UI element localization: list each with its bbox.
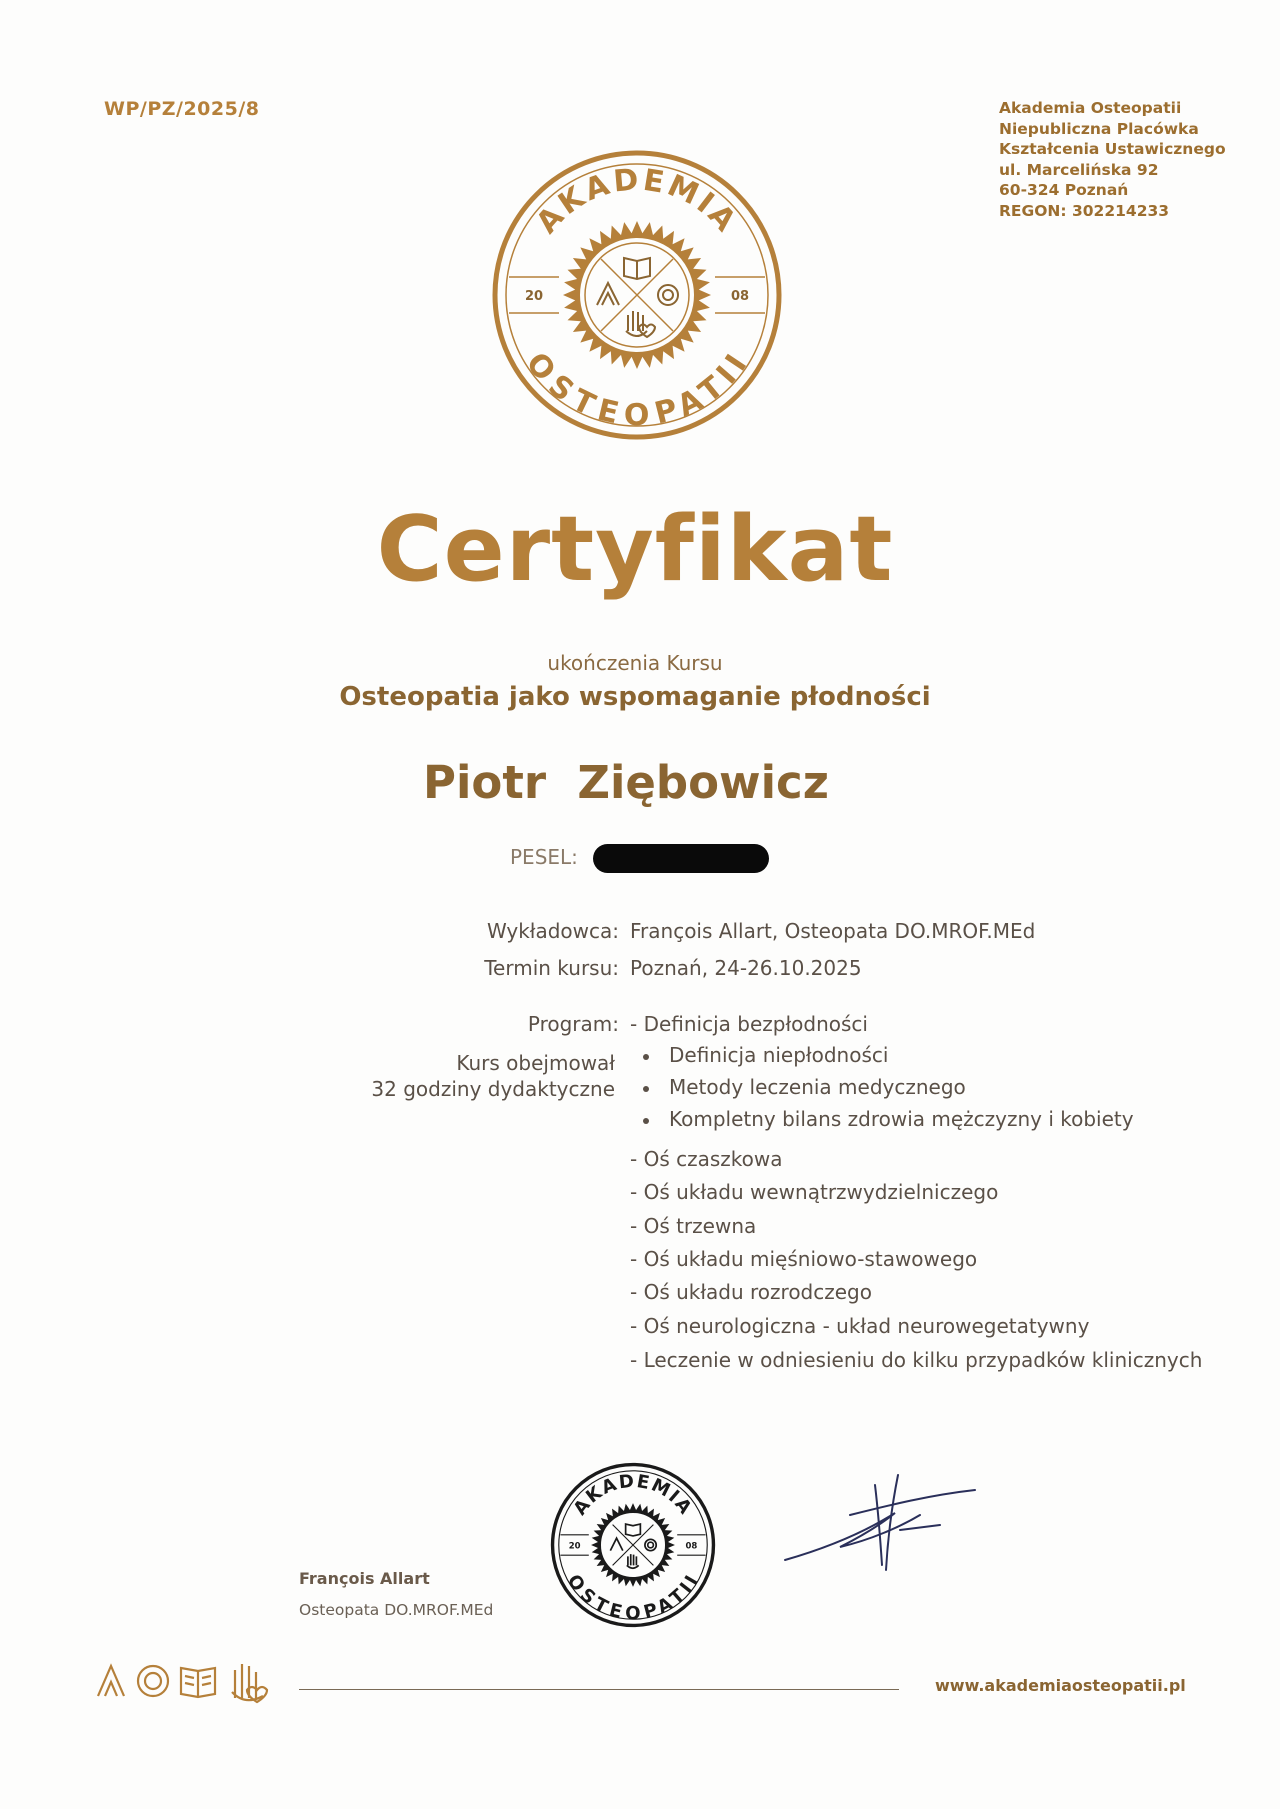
program-label: Program: <box>527 1012 619 1036</box>
svg-text:08: 08 <box>685 1541 698 1552</box>
hours-line-1: Kurs obejmował <box>456 1051 615 1075</box>
book-icon <box>181 1668 215 1697</box>
program-item: - Oś układu mięśniowo-stawowego <box>630 1247 978 1271</box>
program-item: - Oś czaszkowa <box>630 1147 783 1171</box>
program-item: - Oś układu rozrodczego <box>630 1280 872 1304</box>
term-value: Poznań, 24-26.10.2025 <box>630 956 862 980</box>
footer-divider <box>299 1689 899 1690</box>
program-item: - Oś trzewna <box>630 1214 757 1238</box>
address-line: Akademia Osteopatii <box>999 99 1182 117</box>
address-line: Kształcenia Ustawicznego <box>999 140 1226 158</box>
seal-year-left: 20 <box>524 289 544 304</box>
lecturer-value: François Allart, Osteopata DO.MROF.MEd <box>630 919 1036 943</box>
lambda-icon <box>98 1666 124 1696</box>
address-line: ul. Marcelińska 92 <box>999 160 1159 179</box>
hours-line-2: 32 godziny dydaktyczne <box>371 1077 615 1101</box>
program-bullet: Definicja niepłodności <box>643 1043 888 1067</box>
recipient-name: Piotr Ziębowicz <box>423 756 829 809</box>
handwritten-signature <box>780 1465 980 1585</box>
seal-top-text: AKADEMIA <box>529 162 745 241</box>
pesel-label: PESEL: <box>510 845 578 869</box>
website-link[interactable]: www.akademiaosteopatii.pl <box>935 1676 1186 1695</box>
academy-stamp <box>548 1460 718 1630</box>
signatory-title: Osteopata DO.MROF.MEd <box>299 1601 494 1619</box>
footer-icon-row <box>95 1656 275 1704</box>
course-name: Osteopatia jako wspomaganie płodności <box>339 682 931 712</box>
certificate-subtitle: ukończenia Kursu <box>547 651 723 675</box>
document-number: WP/PZ/2025/8 <box>104 98 260 120</box>
term-label: Termin kursu: <box>484 956 619 980</box>
seal-year-right: 08 <box>730 289 750 304</box>
program-bullet: Kompletny bilans zdrowia mężczyzny i kobiety <box>643 1107 1134 1131</box>
pesel-redaction <box>593 844 769 873</box>
program-item: - Oś układu wewnątrzwydzielniczego <box>630 1180 999 1204</box>
address-line: REGON: 302214233 <box>999 201 1170 220</box>
program-bullet: Metody leczenia medycznego <box>643 1075 966 1099</box>
issuer-address <box>999 98 1226 221</box>
stamp-top-text: AKADEMIA <box>569 1470 697 1520</box>
address-line: Niepubliczna Placówka <box>999 119 1199 138</box>
lecturer-label: Wykładowca: <box>486 919 619 943</box>
program-item: - Oś neurologiczna - układ neurowegetatywny <box>630 1314 1090 1338</box>
program-item: - Leczenie w odniesieniu do kilku przypadków klinicznych <box>630 1348 1203 1372</box>
seal-bottom-text: OSTEOPATII <box>519 345 756 433</box>
hand-heart-icon <box>232 1664 267 1702</box>
address-line: 60-324 Poznań <box>999 181 1129 199</box>
certificate-title: Certyfikat <box>376 497 894 602</box>
signatory-name: François Allart <box>299 1569 430 1588</box>
svg-text:20: 20 <box>568 1541 581 1552</box>
circle-o-icon <box>138 1666 168 1696</box>
stamp-bottom-text: OSTEOPATII <box>562 1570 704 1625</box>
program-item: - Definicja bezpłodności <box>630 1012 868 1036</box>
academy-seal-logo <box>487 145 787 445</box>
